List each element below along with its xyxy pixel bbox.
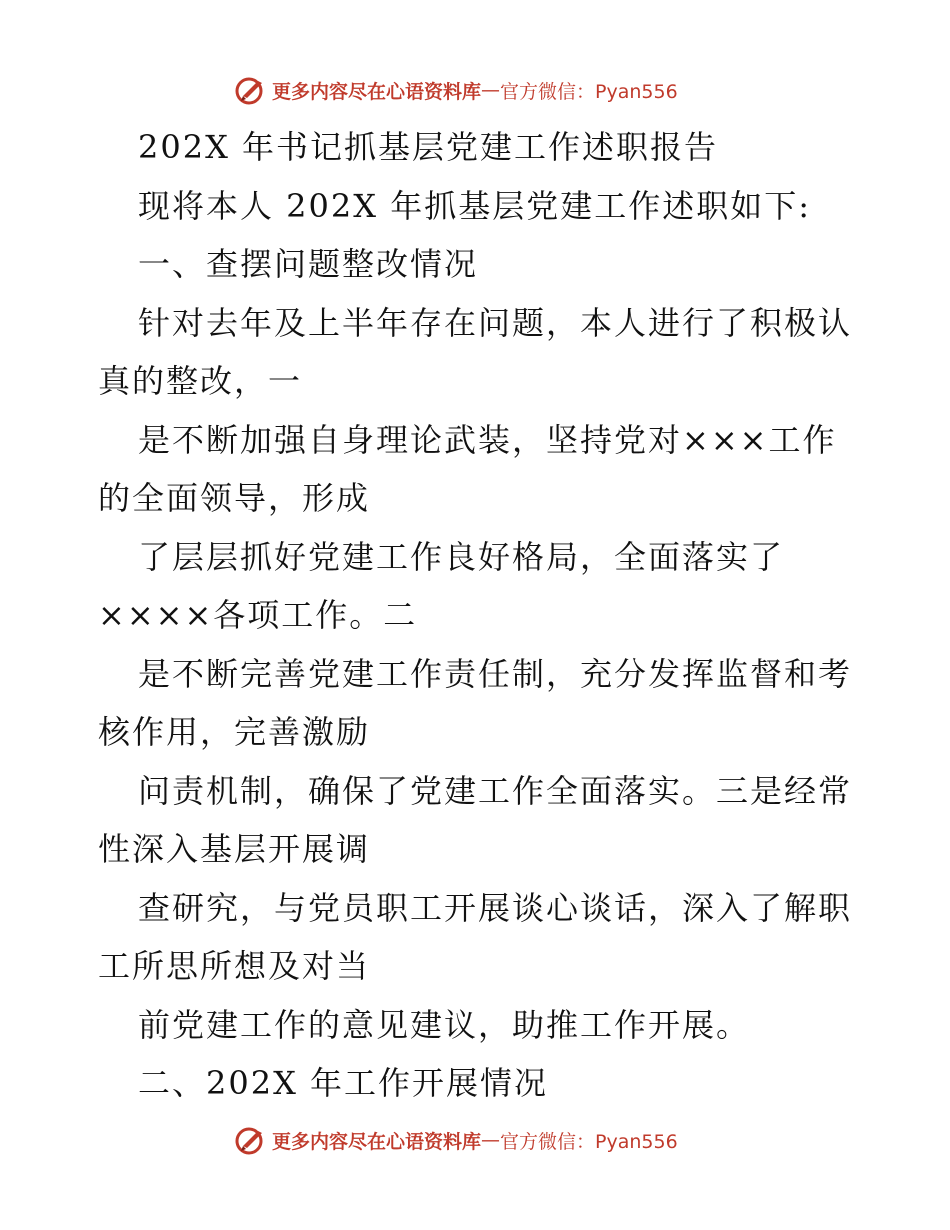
- pen-logo-icon: [234, 1124, 268, 1156]
- watermark-separator: —: [481, 79, 501, 101]
- document-line: 现将本人 202X 年抓基层党建工作述职如下:: [138, 186, 811, 225]
- document-line: 工所思所想及对当: [98, 947, 371, 985]
- document-line: 了层层抓好党建工作良好格局，全面落实了: [138, 537, 785, 576]
- document-line: 查研究，与党员职工开展谈心谈话，深入了解职: [138, 888, 853, 927]
- document-body: [98, 118, 858, 1113]
- document-line: 是不断完善党建工作责任制，充分发挥监督和考: [138, 654, 853, 693]
- watermark-main-text: 更多内容尽在心语资料库: [272, 80, 482, 103]
- watermark-main-text: 更多内容尽在心语资料库: [272, 1130, 482, 1153]
- document-line: 的全面领导，形成: [98, 479, 371, 517]
- document-line: 是不断加强自身理论武装，坚持党对×××工作: [138, 420, 837, 459]
- document-line: 真的整改，一: [98, 362, 303, 400]
- document-line: 前党建工作的意见建议，助推工作开展。: [138, 1005, 751, 1044]
- pen-logo-icon: [234, 74, 268, 106]
- watermark-contact: 官方微信：Pyan556: [500, 1130, 678, 1153]
- footer-watermark: [234, 1124, 678, 1156]
- document-line: 核作用，完善激励: [98, 713, 371, 751]
- document-line: 针对去年及上半年存在问题，本人进行了积极认: [138, 303, 853, 342]
- document-line: ××××各项工作。二: [98, 596, 418, 634]
- document-line: 性深入基层开展调: [98, 830, 371, 868]
- document-line: 一、查摆问题整改情况: [138, 245, 479, 283]
- document-line: 202X 年书记抓基层党建工作述职报告: [138, 128, 719, 166]
- watermark-separator: —: [481, 1129, 501, 1151]
- document-line: 问责机制，确保了党建工作全面落实。三是经常: [138, 771, 853, 810]
- header-watermark: [234, 74, 678, 106]
- document-line: 二、202X 年工作开展情况: [138, 1064, 549, 1102]
- watermark-contact: 官方微信：Pyan556: [500, 80, 678, 103]
